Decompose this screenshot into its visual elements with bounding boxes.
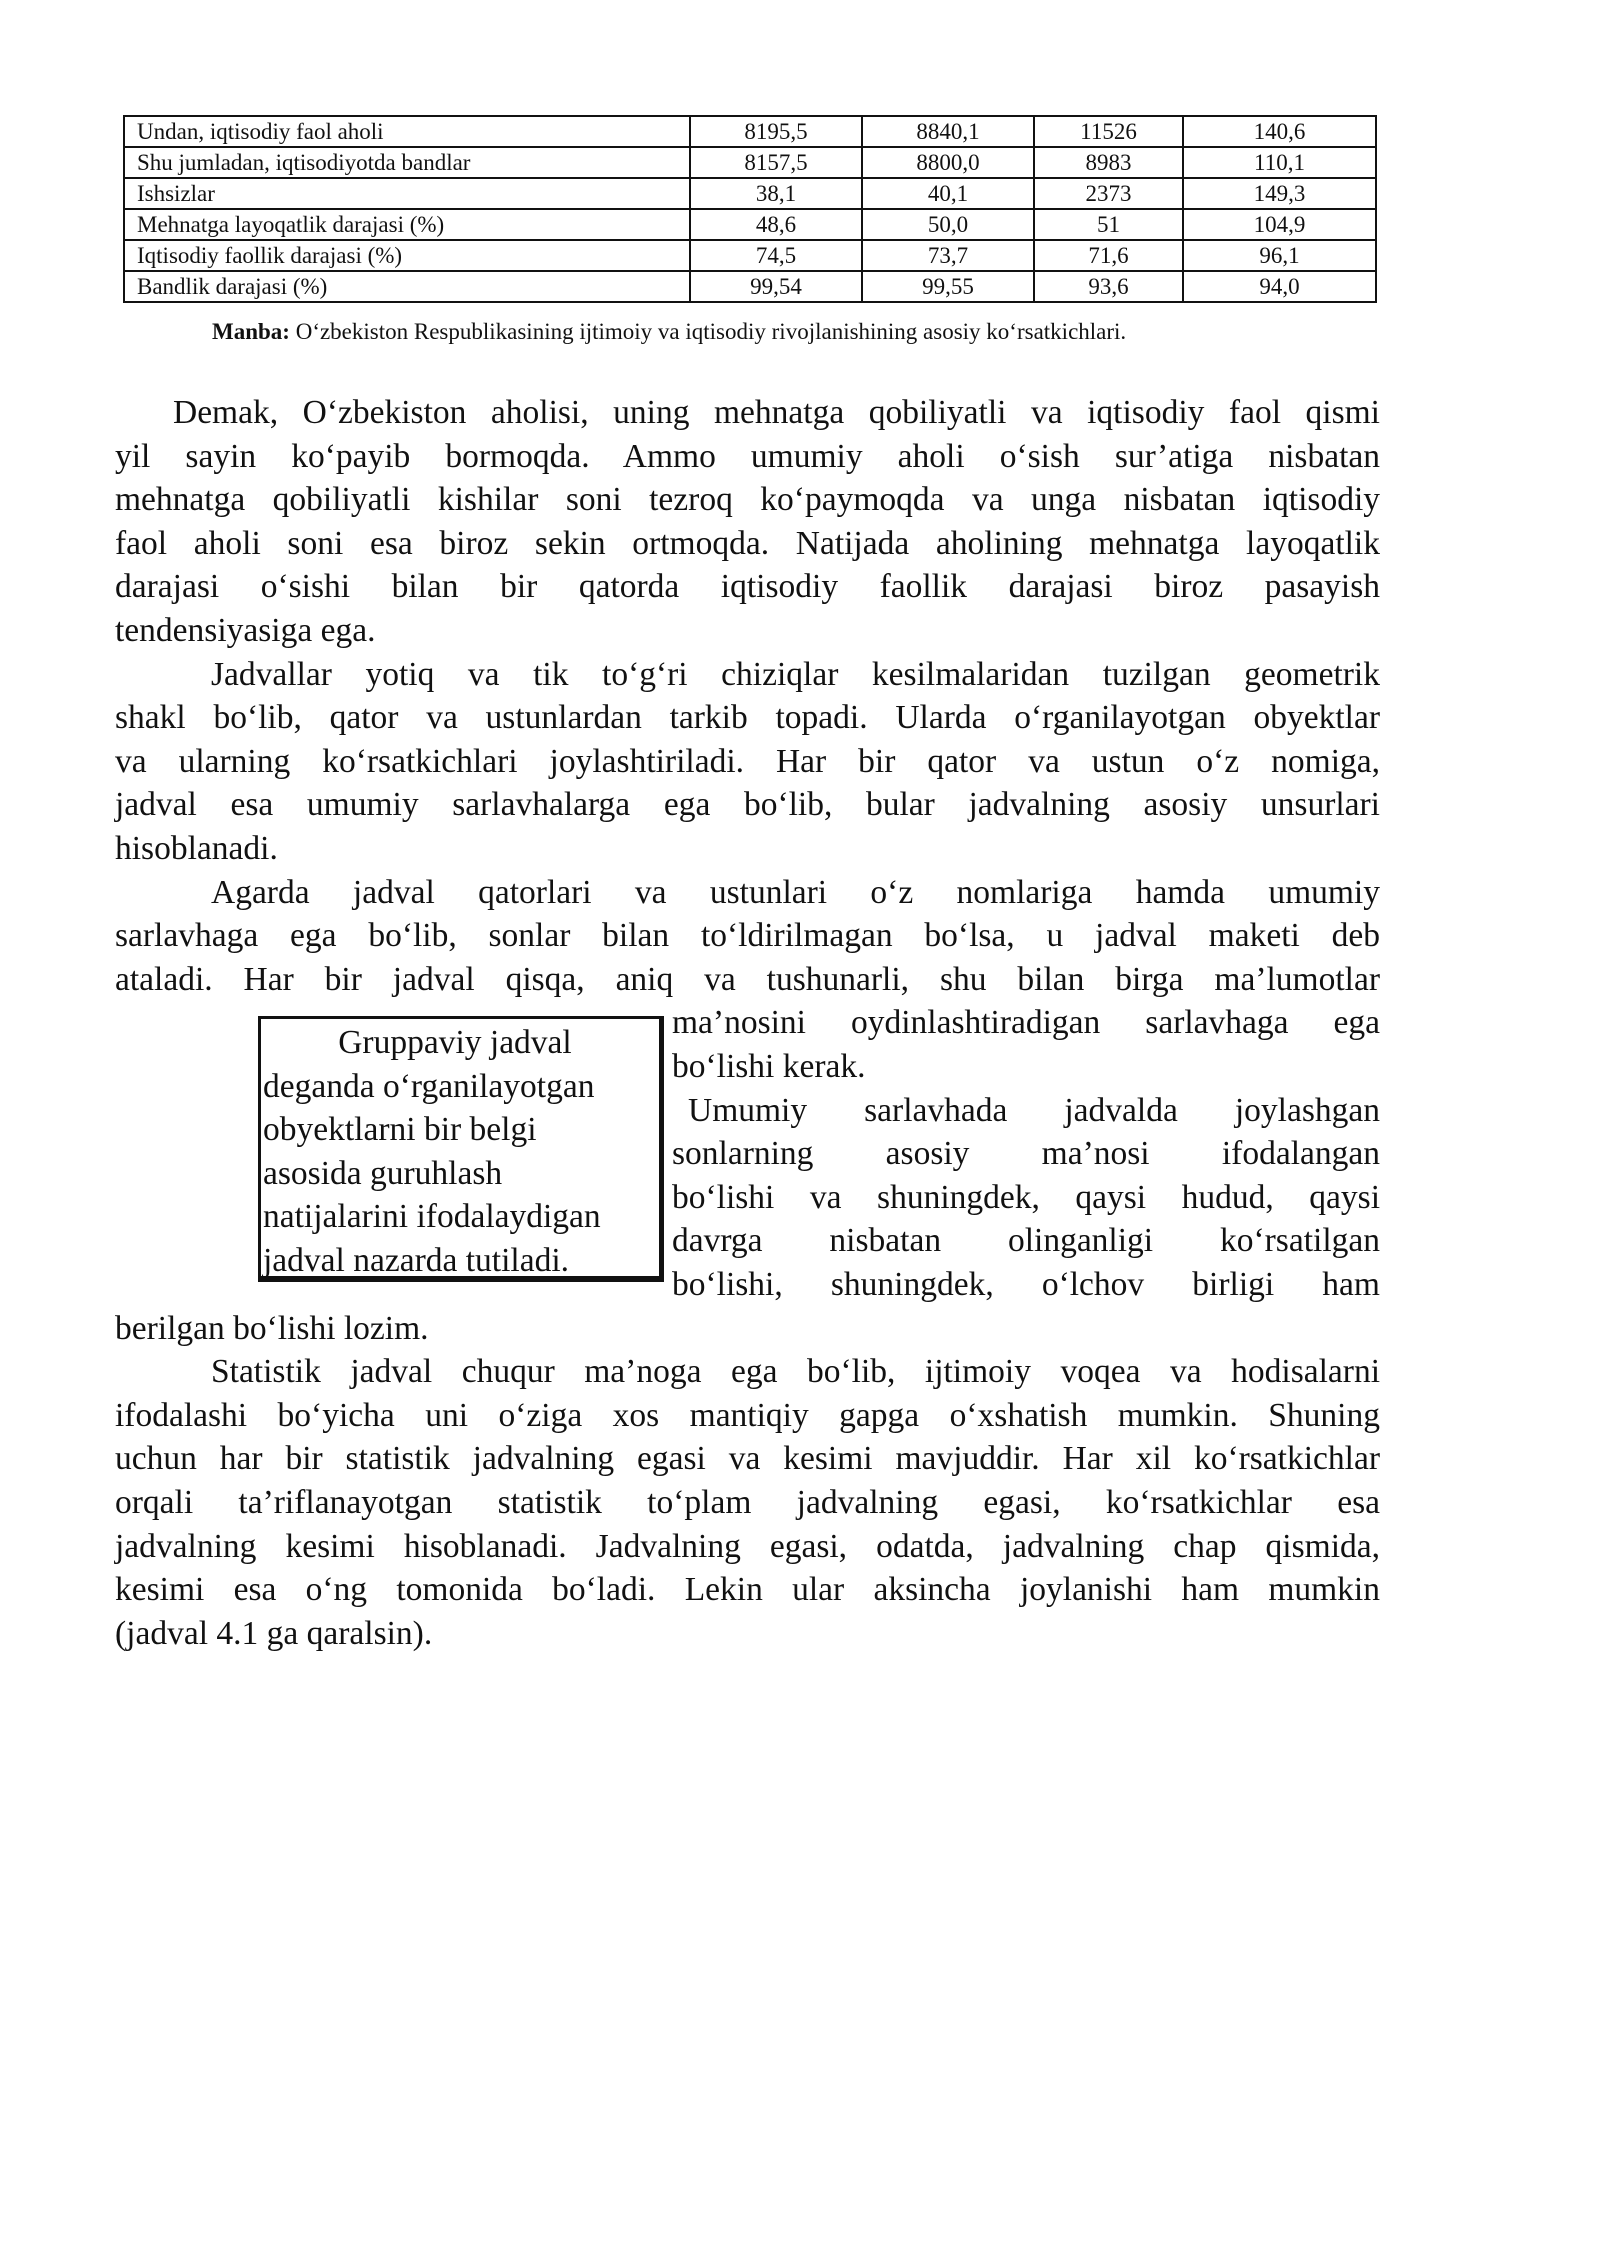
table-cell: 8840,1 [862, 116, 1034, 147]
text-line: Demak, O‘zbekiston aholisi, uning mehnatga qobiliyatli va iqtisodiy faol qismi [173, 394, 1380, 431]
table-row [124, 116, 1376, 147]
row-label: Iqtisodiy faollik darajasi (%) [124, 240, 690, 271]
text-line: (jadval 4.1 ga qaralsin). [115, 1614, 433, 1652]
text-line: tendensiyasiga ega. [115, 611, 376, 649]
paragraph-3 [115, 871, 1380, 1002]
text-line: berilgan bo‘lishi lozim. [115, 1309, 429, 1347]
table-row [124, 209, 1376, 240]
definition-line: deganda o‘rganilayotgan [263, 1067, 595, 1105]
text-line: jadvalning kesimi hisoblanadi. Jadvalning egasi, odatda, jadvalning chap qismida, [115, 1527, 1380, 1565]
text-line: Jadvallar yotiq va tik to‘g‘ri chiziqlar kesilmalaridan tuzilgan geometrik [211, 655, 1380, 693]
table-cell: 74,5 [690, 240, 862, 271]
definition-line: Gruppaviy jadval [338, 1024, 572, 1061]
table-cell: 71,6 [1034, 240, 1183, 271]
row-label: Undan, iqtisodiy faol aholi [124, 116, 690, 147]
table-row [124, 271, 1376, 302]
row-label: Mehnatga layoqatlik darajasi (%) [124, 209, 690, 240]
text-line: sarlavhaga ega bo‘lib, sonlar bilan to‘ldirilmagan bo‘lsa, u jadval maketi deb [115, 917, 1380, 955]
text-line: orqali ta’riflanayotgan statistik to‘plam jadvalning egasi, ko‘rsatkichlar esa [115, 1483, 1380, 1521]
text-line: bo‘lishi va shuningdek, qaysi hudud, qaysi [672, 1178, 1380, 1216]
table-row [124, 147, 1376, 178]
paragraph-3-wrapped [672, 1001, 1380, 1088]
text-line: Agarda jadval qatorlari va ustunlari o‘z nomlariga hamda umumiy [211, 873, 1380, 911]
table-source-note [212, 317, 1126, 347]
paragraph-5 [115, 1350, 1380, 1655]
text-line: ifodalashi bo‘yicha uni o‘ziga xos mantiqiy gapga o‘xshatish mumkin. Shuning [115, 1396, 1380, 1434]
table-cell: 110,1 [1183, 147, 1376, 178]
text-line: va ularning ko‘rsatkichlari joylashtiriladi. Har bir qator va ustun o‘z nomiga, [115, 742, 1380, 780]
table-row [124, 178, 1376, 209]
definition-line: natijalarini ifodalaydigan [263, 1198, 601, 1236]
text-line: Statistik jadval chuqur ma’noga ega bo‘lib, ijtimoiy voqea va hodisalarni [211, 1353, 1380, 1391]
table-cell: 99,54 [690, 271, 862, 302]
table-cell: 99,55 [862, 271, 1034, 302]
text-line: jadval esa umumiy sarlavhalarga ega bo‘lib, bular jadvalning asosiy unsurlari [115, 786, 1380, 824]
table-cell: 2373 [1034, 178, 1183, 209]
table-cell: 48,6 [690, 209, 862, 240]
text-line: ataladi. Har bir jadval qisqa, aniq va tushunarli, shu bilan birga ma’lumotlar [115, 960, 1380, 998]
table-cell: 40,1 [862, 178, 1034, 209]
source-label: Manba: [212, 319, 290, 344]
text-line: bo‘lishi, shuningdek, o‘lchov birligi ham [672, 1265, 1380, 1303]
text-line: Umumiy sarlavhada jadvalda joylashgan [688, 1091, 1380, 1129]
row-label: Ishsizlar [124, 178, 690, 209]
table-cell: 93,6 [1034, 271, 1183, 302]
table-cell: 149,3 [1183, 178, 1376, 209]
table-cell: 38,1 [690, 178, 862, 209]
table-cell: 8157,5 [690, 147, 862, 178]
text-line: davrga nisbatan olinganligi ko‘rsatilgan [672, 1222, 1380, 1260]
row-label: Bandlik darajasi (%) [124, 271, 690, 302]
statistics-table [123, 115, 1377, 303]
text-line: ma’nosini oydinlashtiradigan sarlavhaga ega [672, 1004, 1380, 1042]
table-cell: 8195,5 [690, 116, 862, 147]
table-cell: 104,9 [1183, 209, 1376, 240]
text-line: kesimi esa o‘ng tomonida bo‘ladi. Lekin ular aksincha joylanishi ham mumkin [115, 1571, 1380, 1609]
source-text: O‘zbekiston Respublikasining ijtimoiy va iqtisodiy rivojlanishining asosiy ko‘rsatkichlari. [289, 319, 1127, 344]
table-cell: 96,1 [1183, 240, 1376, 271]
text-line: sonlarning asosiy ma’nosi ifodalangan [672, 1135, 1380, 1173]
table-cell: 140,6 [1183, 116, 1376, 147]
table-cell: 51 [1034, 209, 1183, 240]
table-cell: 8983 [1034, 147, 1183, 178]
text-line: shakl bo‘lib, qator va ustunlardan tarkib topadi. Ularda o‘rganilayotgan obyektlar [115, 699, 1380, 737]
paragraph-2 [115, 653, 1380, 871]
definition-box [258, 1016, 664, 1282]
table-cell: 11526 [1034, 116, 1183, 147]
paragraph-4-wrapped [672, 1089, 1380, 1307]
definition-line: jadval nazarda tutiladi. [263, 1241, 570, 1279]
text-line: hisoblanadi. [115, 829, 278, 867]
text-line: uchun har bir statistik jadvalning egasi va kesimi mavjuddir. Har xil ko‘rsatkichlar [115, 1440, 1380, 1478]
text-line: darajasi o‘sishi bilan bir qatorda iqtisodiy faollik darajasi biroz pasayish [115, 568, 1380, 606]
text-line: mehnatga qobiliyatli kishilar soni tezroq ko‘paymoqda va unga nisbatan iqtisodiy [115, 481, 1380, 519]
table-cell: 50,0 [862, 209, 1034, 240]
table-row [124, 240, 1376, 271]
table-cell: 8800,0 [862, 147, 1034, 178]
row-label: Shu jumladan, iqtisodiyotda bandlar [124, 147, 690, 178]
paragraph-1 [115, 391, 1380, 653]
table-cell: 73,7 [862, 240, 1034, 271]
definition-line: obyektlarni bir belgi [263, 1111, 537, 1149]
definition-line: asosida guruhlash [263, 1154, 503, 1192]
text-line: bo‘lishi kerak. [672, 1047, 866, 1085]
text-line: faol aholi soni esa biroz sekin ortmoqda. Natijada aholining mehnatga layoqatlik [115, 524, 1380, 562]
text-line: yil sayin ko‘payib bormoqda. Ammo umumiy aholi o‘sish sur’atiga nisbatan [115, 437, 1380, 475]
paragraph-4-tail [115, 1307, 1380, 1351]
table-cell: 94,0 [1183, 271, 1376, 302]
